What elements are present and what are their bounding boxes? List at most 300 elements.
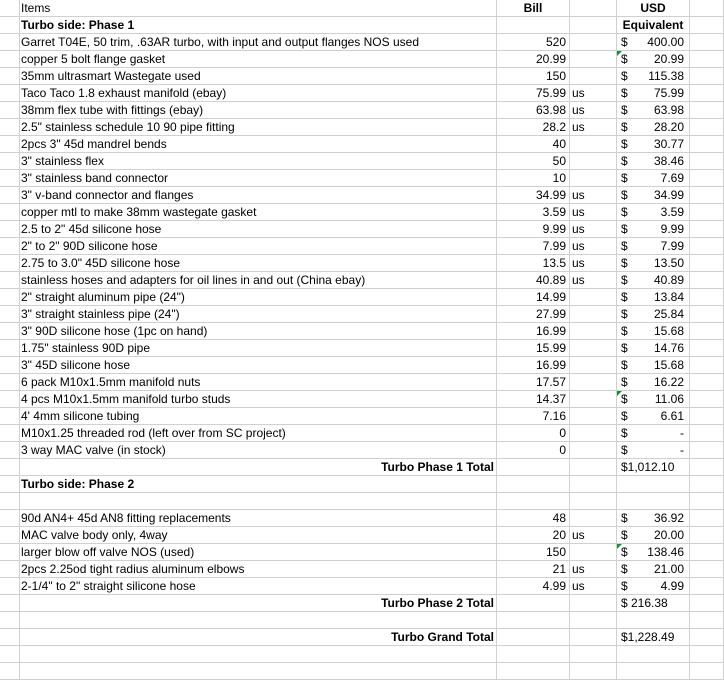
usd-value: 400.00 [647, 35, 684, 49]
phase1-title[interactable]: Turbo side: Phase 1 [20, 17, 497, 34]
bill-cell[interactable] [497, 629, 570, 646]
row-gutter[interactable] [0, 629, 20, 646]
extra-col[interactable] [690, 255, 724, 272]
usd-value: 138.46 [647, 545, 684, 559]
usd-cell[interactable] [617, 493, 690, 510]
item-currency[interactable]: us [570, 221, 617, 238]
extra-col[interactable] [690, 340, 724, 357]
usd-symbol: $ [621, 528, 628, 542]
item-description[interactable]: 3" 90D silicone hose (1pc on hand) [20, 323, 497, 340]
extra-col[interactable] [690, 391, 724, 408]
item-description[interactable]: 2" to 2" 90D silicone hose [20, 238, 497, 255]
item-bill[interactable]: 63.98 [497, 102, 570, 119]
item-description[interactable]: 2.5" stainless schedule 10 90 pipe fitting [20, 119, 497, 136]
extra-col[interactable] [690, 170, 724, 187]
item-description[interactable]: 38mm flex tube with fittings (ebay) [20, 102, 497, 119]
usd-value: 13.84 [653, 290, 684, 304]
usd-value: 20.99 [653, 52, 684, 66]
item-usd[interactable] [617, 170, 690, 187]
item-currency[interactable] [570, 544, 617, 561]
extra-col[interactable] [690, 578, 724, 595]
usd-value: 38.46 [653, 154, 684, 168]
bill-cell[interactable] [497, 493, 570, 510]
item-description[interactable]: 35mm ultrasmart Wastegate used [20, 68, 497, 85]
extra-col[interactable] [690, 68, 724, 85]
item-bill[interactable]: 16.99 [497, 323, 570, 340]
currency-cell[interactable] [570, 595, 617, 612]
usd-value: 28.20 [653, 120, 684, 134]
item-currency[interactable] [570, 306, 617, 323]
item-bill[interactable]: 21 [497, 561, 570, 578]
usd-symbol: $ [621, 86, 628, 100]
item-currency[interactable] [570, 289, 617, 306]
usd-symbol: $ [621, 324, 628, 338]
item-bill[interactable]: 3.59 [497, 204, 570, 221]
item-bill[interactable]: 0 [497, 442, 570, 459]
item-usd[interactable] [617, 289, 690, 306]
item-description[interactable]: 2.75 to 3.0" 45D silicone hose [20, 255, 497, 272]
extra-col[interactable] [690, 289, 724, 306]
item-currency[interactable]: us [570, 102, 617, 119]
bill-cell[interactable] [497, 663, 570, 680]
item-usd[interactable] [617, 425, 690, 442]
item-bill[interactable]: 20 [497, 527, 570, 544]
item-description[interactable]: 3" v-band connector and flanges [20, 187, 497, 204]
usd-symbol: $ [621, 375, 628, 389]
usd-value: 63.98 [653, 103, 684, 117]
item-currency[interactable]: us [570, 238, 617, 255]
extra-col[interactable] [690, 0, 724, 17]
item-usd[interactable] [617, 238, 690, 255]
item-bill[interactable]: 40 [497, 136, 570, 153]
currency-cell[interactable] [570, 629, 617, 646]
item-bill[interactable]: 34.99 [497, 187, 570, 204]
row-gutter[interactable] [0, 612, 20, 629]
item-bill[interactable]: 17.57 [497, 374, 570, 391]
comment-indicator-icon [617, 51, 622, 56]
row-gutter[interactable] [0, 187, 20, 204]
item-bill[interactable]: 50 [497, 153, 570, 170]
item-description[interactable]: 2.5 to 2" 45d silicone hose [20, 221, 497, 238]
item-usd[interactable] [617, 527, 690, 544]
usd-value: 25.84 [653, 307, 684, 321]
item-usd[interactable] [617, 68, 690, 85]
extra-col[interactable] [690, 510, 724, 527]
usd-value: 115.38 [648, 69, 684, 83]
usd-symbol: $ [621, 307, 628, 321]
item-description[interactable]: 90d AN4+ 45d AN8 fitting replacements [20, 510, 497, 527]
row-gutter[interactable] [0, 663, 20, 680]
item-usd[interactable] [617, 408, 690, 425]
item-currency[interactable] [570, 425, 617, 442]
item-currency[interactable] [570, 391, 617, 408]
usd-value: 34.99 [653, 188, 684, 202]
item-description[interactable]: stainless hoses and adapters for oil lines in and out (China ebay) [20, 272, 497, 289]
usd-symbol: $ [621, 205, 628, 219]
usd-symbol: $ [621, 103, 628, 117]
item-currency[interactable] [570, 340, 617, 357]
item-currency[interactable] [570, 510, 617, 527]
extra-col[interactable] [690, 459, 724, 476]
item-description[interactable]: MAC valve body only, 4way [20, 527, 497, 544]
item-currency[interactable] [570, 51, 617, 68]
usd-cell[interactable] [617, 646, 690, 663]
item-currency[interactable]: us [570, 272, 617, 289]
item-usd[interactable] [617, 255, 690, 272]
item-currency[interactable]: us [570, 204, 617, 221]
item-description[interactable]: 2-1/4" to 2" straight silicone hose [20, 578, 497, 595]
extra-col[interactable] [690, 85, 724, 102]
row-gutter[interactable] [0, 544, 20, 561]
empty-cell[interactable] [20, 612, 497, 629]
usd-cell[interactable] [617, 612, 690, 629]
row-gutter[interactable] [0, 68, 20, 85]
item-usd[interactable] [617, 221, 690, 238]
empty-cell[interactable] [20, 646, 497, 663]
usd-value: 30.77 [653, 137, 684, 151]
row-gutter[interactable] [0, 561, 20, 578]
row-gutter[interactable] [0, 136, 20, 153]
row-gutter[interactable] [0, 221, 20, 238]
usd-value: 7.99 [660, 239, 684, 253]
usd-symbol: $ [621, 222, 628, 236]
bill-cell[interactable] [497, 459, 570, 476]
extra-col[interactable] [690, 527, 724, 544]
item-currency[interactable] [570, 357, 617, 374]
item-bill[interactable]: 4.99 [497, 578, 570, 595]
usd-value: 3.59 [660, 205, 684, 219]
item-bill[interactable]: 7.16 [497, 408, 570, 425]
usd-value: 9.99 [660, 222, 684, 236]
item-usd[interactable] [617, 119, 690, 136]
extra-col[interactable] [690, 221, 724, 238]
bill-header[interactable]: Bill [497, 0, 570, 17]
usd-symbol: $ [621, 171, 628, 185]
item-bill[interactable]: 0 [497, 425, 570, 442]
row-gutter[interactable] [0, 459, 20, 476]
row-gutter[interactable] [0, 357, 20, 374]
row-gutter[interactable] [0, 51, 20, 68]
items-header[interactable]: Items [20, 0, 497, 17]
usd-value: 11.06 [654, 392, 684, 406]
item-currency[interactable]: us [570, 561, 617, 578]
currency-cell[interactable] [570, 17, 617, 34]
usd-header-line2[interactable]: Equivalent [617, 17, 690, 34]
grand-total-value[interactable]: $1,228.49 [617, 629, 690, 646]
phase2-total-label[interactable]: Turbo Phase 2 Total [20, 595, 497, 612]
row-gutter[interactable] [0, 17, 20, 34]
empty-cell[interactable] [20, 663, 497, 680]
item-bill[interactable]: 75.99 [497, 85, 570, 102]
usd-value: 4.99 [660, 579, 684, 593]
row-gutter[interactable] [0, 340, 20, 357]
extra-col[interactable] [690, 51, 724, 68]
usd-symbol: $ [621, 256, 628, 270]
item-description[interactable]: 1.75" stainless 90D pipe [20, 340, 497, 357]
item-description[interactable]: 2pcs 3" 45d mandrel bends [20, 136, 497, 153]
row-gutter[interactable] [0, 493, 20, 510]
currency-header[interactable] [570, 0, 617, 17]
row-gutter[interactable] [0, 238, 20, 255]
extra-col[interactable] [690, 561, 724, 578]
item-usd[interactable] [617, 391, 690, 408]
item-description[interactable]: copper 5 bolt flange gasket [20, 51, 497, 68]
row-gutter[interactable] [0, 255, 20, 272]
item-bill[interactable]: 40.89 [497, 272, 570, 289]
row-gutter[interactable] [0, 391, 20, 408]
item-usd[interactable] [617, 136, 690, 153]
usd-value: 20.00 [653, 528, 684, 542]
extra-col[interactable] [690, 595, 724, 612]
item-currency[interactable]: us [570, 527, 617, 544]
usd-symbol: $ [621, 511, 628, 525]
row-gutter[interactable] [0, 34, 20, 51]
bill-cell[interactable] [497, 595, 570, 612]
row-gutter[interactable] [0, 476, 20, 493]
extra-col[interactable] [690, 323, 724, 340]
row-gutter[interactable] [0, 323, 20, 340]
extra-col[interactable] [690, 17, 724, 34]
item-usd[interactable] [617, 340, 690, 357]
row-gutter[interactable] [0, 510, 20, 527]
extra-col[interactable] [690, 204, 724, 221]
item-usd[interactable] [617, 323, 690, 340]
bill-cell[interactable] [497, 476, 570, 493]
item-description[interactable]: larger blow off valve NOS (used) [20, 544, 497, 561]
row-gutter[interactable] [0, 119, 20, 136]
row-gutter[interactable] [0, 408, 20, 425]
extra-col[interactable] [690, 425, 724, 442]
item-usd[interactable] [617, 578, 690, 595]
item-description[interactable]: 4 pcs M10x1.5mm manifold turbo studs [20, 391, 497, 408]
bill-cell[interactable] [497, 612, 570, 629]
usd-symbol: $ [621, 409, 628, 423]
usd-symbol: $ [621, 137, 628, 151]
item-description[interactable]: 2" straight aluminum pipe (24") [20, 289, 497, 306]
usd-symbol: $ [621, 443, 628, 457]
item-usd[interactable] [617, 306, 690, 323]
row-gutter[interactable] [0, 374, 20, 391]
row-gutter[interactable] [0, 272, 20, 289]
comment-indicator-icon [617, 391, 622, 396]
usd-symbol: $ [621, 426, 628, 440]
item-bill[interactable]: 27.99 [497, 306, 570, 323]
usd-value: 21.00 [653, 562, 684, 576]
item-currency[interactable] [570, 136, 617, 153]
currency-cell[interactable] [570, 612, 617, 629]
item-currency[interactable]: us [570, 85, 617, 102]
extra-col[interactable] [690, 272, 724, 289]
row-gutter[interactable] [0, 0, 20, 17]
usd-symbol: $ [621, 358, 628, 372]
usd-value: 15.68 [653, 324, 684, 338]
extra-col[interactable] [690, 306, 724, 323]
item-description[interactable]: copper mtl to make 38mm wastegate gasket [20, 204, 497, 221]
usd-value: 40.89 [653, 273, 684, 287]
item-description[interactable]: 3" straight stainless pipe (24") [20, 306, 497, 323]
item-currency[interactable]: us [570, 119, 617, 136]
currency-cell[interactable] [570, 663, 617, 680]
row-gutter[interactable] [0, 527, 20, 544]
usd-value: 7.69 [660, 171, 684, 185]
usd-value: 36.92 [653, 511, 684, 525]
usd-symbol: $ [621, 188, 628, 202]
row-gutter[interactable] [0, 646, 20, 663]
item-usd[interactable] [617, 561, 690, 578]
row-gutter[interactable] [0, 102, 20, 119]
row-gutter[interactable] [0, 578, 20, 595]
row-gutter[interactable] [0, 170, 20, 187]
extra-col[interactable] [690, 442, 724, 459]
item-usd[interactable] [617, 374, 690, 391]
item-usd[interactable] [617, 187, 690, 204]
extra-col[interactable] [690, 102, 724, 119]
currency-cell[interactable] [570, 476, 617, 493]
item-currency[interactable] [570, 442, 617, 459]
row-gutter[interactable] [0, 85, 20, 102]
item-usd[interactable] [617, 85, 690, 102]
item-bill[interactable]: 150 [497, 544, 570, 561]
item-bill[interactable]: 48 [497, 510, 570, 527]
usd-symbol: $ [621, 392, 628, 406]
item-usd[interactable] [617, 153, 690, 170]
item-description[interactable]: 3" 45D silicone hose [20, 357, 497, 374]
item-currency[interactable]: us [570, 187, 617, 204]
item-usd[interactable] [617, 204, 690, 221]
bill-cell[interactable] [497, 17, 570, 34]
item-currency[interactable] [570, 170, 617, 187]
extra-col[interactable] [690, 646, 724, 663]
usd-symbol: $ [621, 545, 628, 559]
item-bill[interactable]: 28.2 [497, 119, 570, 136]
usd-symbol: $ [621, 69, 628, 83]
extra-col[interactable] [690, 119, 724, 136]
item-currency[interactable] [570, 153, 617, 170]
item-currency[interactable] [570, 68, 617, 85]
item-usd[interactable] [617, 34, 690, 51]
item-description[interactable]: 3" stainless flex [20, 153, 497, 170]
phase1-total-label[interactable]: Turbo Phase 1 Total [20, 459, 497, 476]
item-usd[interactable] [617, 510, 690, 527]
usd-value: - [680, 426, 684, 440]
extra-col[interactable] [690, 629, 724, 646]
usd-header-line1[interactable]: USD [617, 0, 690, 17]
usd-value: 6.61 [660, 409, 684, 423]
grand-total-label[interactable]: Turbo Grand Total [20, 629, 497, 646]
usd-value: 15.68 [653, 358, 684, 372]
usd-value: 13.50 [653, 256, 684, 270]
extra-col[interactable] [690, 374, 724, 391]
item-currency[interactable]: us [570, 255, 617, 272]
extra-col[interactable] [690, 238, 724, 255]
extra-col[interactable] [690, 153, 724, 170]
currency-cell[interactable] [570, 646, 617, 663]
row-gutter[interactable] [0, 425, 20, 442]
usd-symbol: $ [621, 579, 628, 593]
phase2-title[interactable]: Turbo side: Phase 2 [20, 476, 497, 493]
item-usd[interactable] [617, 357, 690, 374]
currency-cell[interactable] [570, 493, 617, 510]
extra-col[interactable] [690, 408, 724, 425]
extra-col[interactable] [690, 663, 724, 680]
item-description[interactable]: Taco Taco 1.8 exhaust manifold (ebay) [20, 85, 497, 102]
extra-col[interactable] [690, 544, 724, 561]
empty-cell[interactable] [20, 493, 497, 510]
item-bill[interactable]: 13.5 [497, 255, 570, 272]
row-gutter[interactable] [0, 306, 20, 323]
item-usd[interactable] [617, 51, 690, 68]
extra-col[interactable] [690, 612, 724, 629]
extra-col[interactable] [690, 34, 724, 51]
item-description[interactable]: 3" stainless band connector [20, 170, 497, 187]
usd-value: 75.99 [653, 86, 684, 100]
extra-col[interactable] [690, 187, 724, 204]
extra-col[interactable] [690, 136, 724, 153]
row-gutter[interactable] [0, 153, 20, 170]
row-gutter[interactable] [0, 595, 20, 612]
item-usd[interactable] [617, 102, 690, 119]
row-gutter[interactable] [0, 204, 20, 221]
usd-symbol: $ [621, 341, 628, 355]
phase2-total-value[interactable]: $ 216.38 [617, 595, 690, 612]
item-bill[interactable]: 20.99 [497, 51, 570, 68]
item-description[interactable]: 4' 4mm silicone tubing [20, 408, 497, 425]
usd-value: - [680, 443, 684, 457]
usd-symbol: $ [621, 273, 628, 287]
item-currency[interactable] [570, 408, 617, 425]
item-description[interactable]: Garret T04E, 50 trim, .63AR turbo, with input and output flanges NOS used [20, 34, 497, 51]
item-bill[interactable]: 15.99 [497, 340, 570, 357]
usd-symbol: $ [621, 154, 628, 168]
extra-col[interactable] [690, 357, 724, 374]
item-bill[interactable]: 9.99 [497, 221, 570, 238]
usd-cell[interactable] [617, 663, 690, 680]
item-description[interactable]: 2pcs 2.25od tight radius aluminum elbows [20, 561, 497, 578]
item-currency[interactable] [570, 374, 617, 391]
extra-col[interactable] [690, 493, 724, 510]
item-bill[interactable]: 14.99 [497, 289, 570, 306]
item-description[interactable]: M10x1.25 threaded rod (left over from SC project) [20, 425, 497, 442]
usd-value: 14.76 [653, 341, 684, 355]
item-usd[interactable] [617, 544, 690, 561]
usd-symbol: $ [621, 35, 628, 49]
item-usd[interactable] [617, 272, 690, 289]
item-bill[interactable]: 520 [497, 34, 570, 51]
item-bill[interactable]: 16.99 [497, 357, 570, 374]
usd-symbol: $ [621, 52, 628, 66]
row-gutter[interactable] [0, 289, 20, 306]
bill-cell[interactable] [497, 646, 570, 663]
usd-value: 16.22 [653, 375, 684, 389]
currency-cell[interactable] [570, 459, 617, 476]
extra-col[interactable] [690, 476, 724, 493]
usd-cell[interactable] [617, 476, 690, 493]
phase1-total-value[interactable]: $1,012.10 [617, 459, 690, 476]
item-bill[interactable]: 10 [497, 170, 570, 187]
item-bill[interactable]: 150 [497, 68, 570, 85]
comment-indicator-icon [617, 544, 622, 549]
item-currency[interactable] [570, 34, 617, 51]
usd-symbol: $ [621, 290, 628, 304]
item-description[interactable]: 6 pack M10x1.5mm manifold nuts [20, 374, 497, 391]
item-bill[interactable]: 14.37 [497, 391, 570, 408]
item-currency[interactable] [570, 323, 617, 340]
item-bill[interactable]: 7.99 [497, 238, 570, 255]
item-usd[interactable] [617, 442, 690, 459]
item-currency[interactable]: us [570, 578, 617, 595]
row-gutter[interactable] [0, 442, 20, 459]
item-description[interactable]: 3 way MAC valve (in stock) [20, 442, 497, 459]
